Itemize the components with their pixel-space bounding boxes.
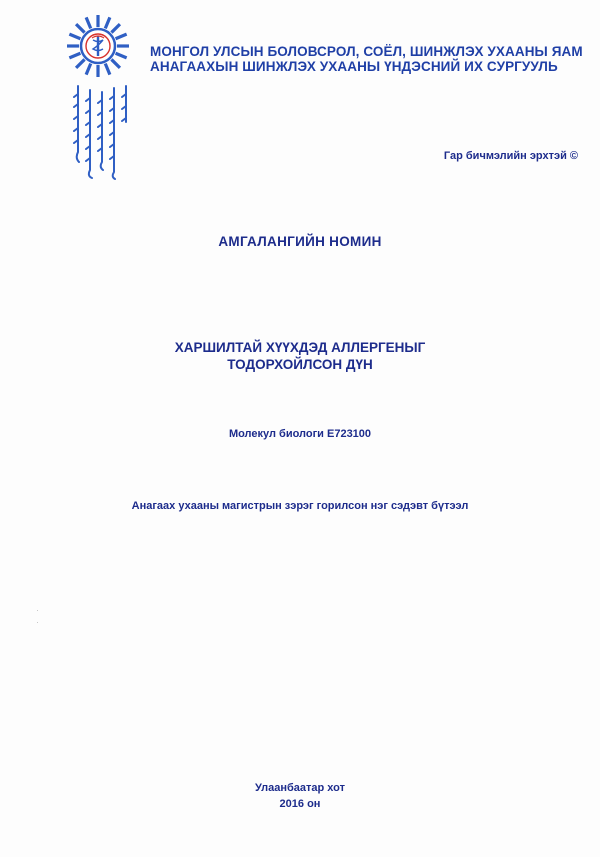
scan-speck bbox=[37, 610, 38, 611]
specialty-code: Молекул биологи Е723100 bbox=[228, 428, 372, 440]
city: Улаанбаатар хот bbox=[254, 782, 345, 794]
mongolian-script-icon bbox=[70, 82, 132, 182]
thesis-title bbox=[0, 339, 600, 373]
degree-statement: Анагаах ухааны магистрын зэрэг горилсон нэг сэдэвт бүтээл bbox=[131, 500, 469, 512]
institution-header bbox=[150, 44, 590, 74]
ministry-name: МОНГОЛ УЛСЫН БОЛОВСРОЛ, СОЁЛ, ШИНЖЛЭХ УХААНЫ ЯАМ bbox=[150, 44, 583, 59]
university-emblem-icon bbox=[66, 14, 130, 78]
thesis-title-line-2: ТОДОРХОЙЛСОН ДҮН bbox=[227, 357, 373, 372]
university-name: АНАГААХЫН ШИНЖЛЭХ УХААНЫ ҮНДЭСНИЙ ИХ СУРГУУЛЬ bbox=[150, 59, 558, 74]
thesis-title-line-1: ХАРШИЛТАЙ ХҮҮХДЭД АЛЛЕРГЕНЫГ bbox=[174, 340, 426, 355]
scan-speck bbox=[37, 622, 38, 623]
place-and-year bbox=[0, 780, 600, 812]
author-name: АМГАЛАНГИЙН НОМИН bbox=[218, 234, 382, 249]
year: 2016 он bbox=[279, 798, 321, 810]
copyright-notice: Гар бичмэлийн эрхтэй © bbox=[443, 150, 578, 162]
